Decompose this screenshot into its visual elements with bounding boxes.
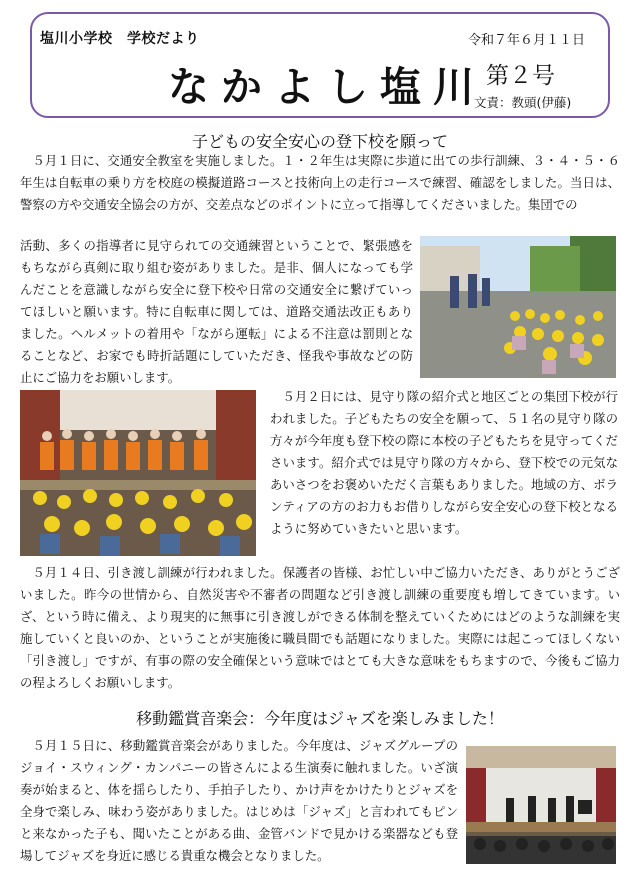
traffic-safety-photo	[420, 236, 616, 378]
article1-paragraph1: ５月１日に、交通安全教室を実施しました。１・２年生は実際に歩道に出ての歩行訓練、３・４・５・６年生は自転車の乗り方を校庭の模擬道路コースと技術向上の走行コースで練習、確認をしました。当日は、警察の方や交通安全協会の方が、交差点などのポイントに立って指導してくださいました。集団での	[20, 153, 620, 212]
article1-heading: 子どもの安全安心の登下校を願って	[191, 132, 448, 151]
newsletter-title: なかよし塩川	[168, 63, 486, 111]
school-name: 塩川小学校 学校だより	[40, 31, 200, 47]
article2-paragraph1: ５月１５日に、移動鑑賞音楽会がありました。今年度は、ジャズグループのジョイ・スウィング・カンパニーの皆さんによる生演奏に触れました。いざ演奏が始まると、体を揺らしたり、手拍子したり、かけ声をかけたりとジャズを全身で楽しみ、味わう姿がありました。はじめは「ジャズ」と言われてもピンと来なかった子も、聞いたことがある曲、金管バンドで見かける楽器なども登場してジャズを身近に感じる貴重な機会となりました。	[20, 738, 458, 863]
article1-paragraph1-continued: 活動、多くの指導者に見守られての交通練習ということで、緊張感をもちながら真剣に取り組む姿がありました。是非、個人になっても学んだことを意識しながら安全に登下校や日常の交通安全に繋げていってほしいと願います。特に自転車に関しては、道路交通法改正もありました。ヘルメットの着用や「ながら運転」による不注意は罰則となることなど、お家でも時折話題にしていただき、怪我や事故などの防止にご協力をお願いします。	[20, 238, 413, 385]
author-credit: 文責：教頭(伊藤)	[474, 95, 572, 110]
jazz-concert-photo	[466, 746, 616, 864]
issue-number: 第２号	[486, 63, 555, 89]
article2-heading: 移動鑑賞音楽会：今年度はジャズを楽しみました！	[136, 709, 504, 728]
volunteer-ceremony-photo	[20, 390, 256, 556]
issue-date: 令和７年６月１１日	[468, 33, 586, 48]
article1-paragraph2: ５月２日には、見守り隊の紹介式と地区ごとの集団下校が行われました。子どもたちの安全を願って、５１名の見守り隊の方々が今年度も登下校の際に本校の子どもたちを見守ってくださいます。紹介式では見守り隊の方々から、登下校での元気なあいさつをお褒めいただく言葉もありました。地域の方、ボランティアの方のお力もお借りしながら安全安心の登下校となるように努めていきたいと思います。	[270, 389, 618, 536]
article1-paragraph3: ５月１４日、引き渡し訓練が行われました。保護者の皆様、お忙しい中ご協力いただき、ありがとうございました。昨今の世情から、自然災害や不審者の問題など引き渡し訓練の重要度も増してきています。いざ、という時に備え、より現実的に無事に引き渡しができる体制を整えていくためにはどのような訓練を実施していくと良いのか、ということが実施後に職員間でも話題になりました。実際には起こってほしくない「引き渡し」ですが、有事の際の安全確保という意味ではとても大きな意味をもちますので、今後もご協力の程よろしくお願いします。	[20, 565, 620, 690]
